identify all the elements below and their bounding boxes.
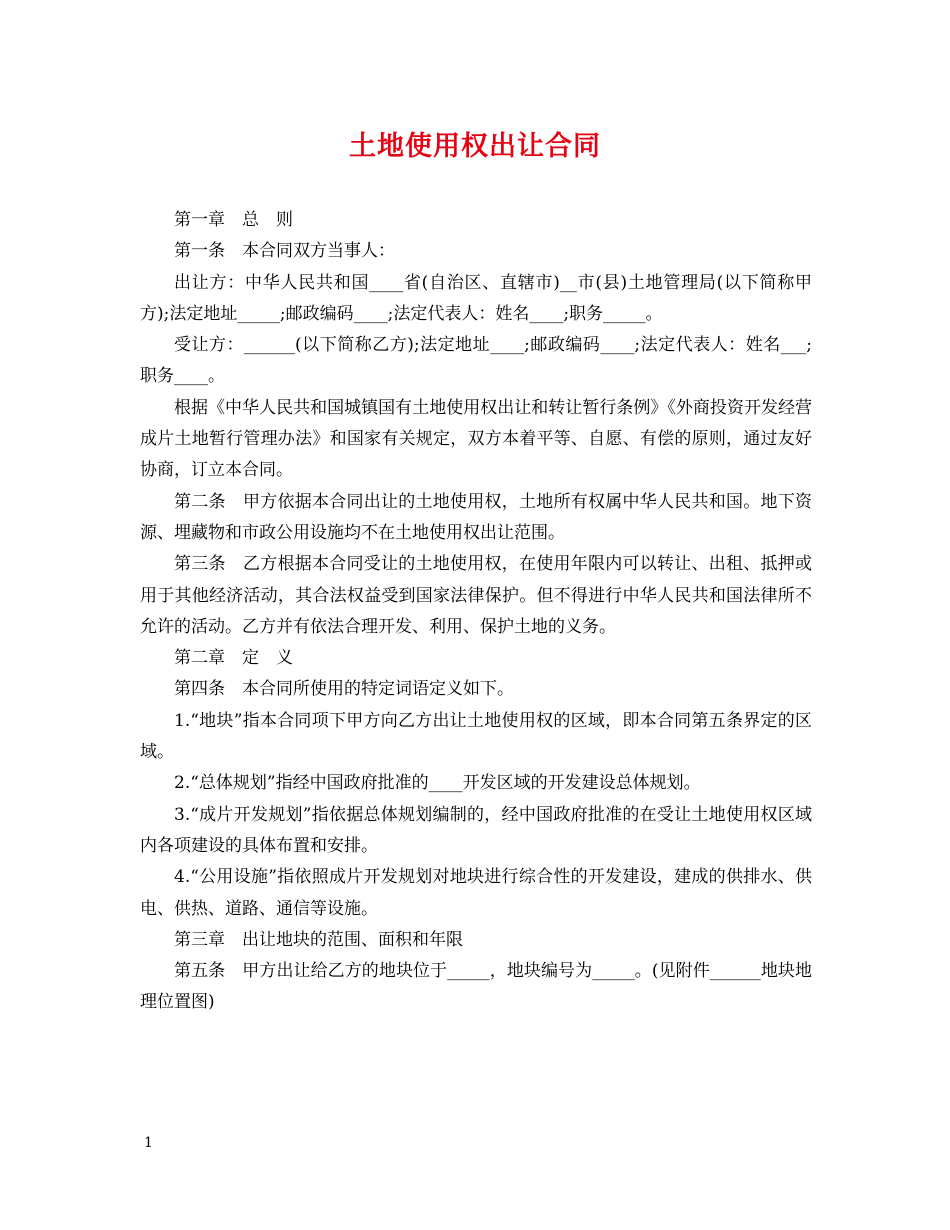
article-2: 第二条 甲方依据本合同出让的土地使用权，土地所有权属中华人民共和国。地下资源、埋藏物和市政公用设施均不在土地使用权出让范围。 [140,491,812,543]
chapter-1-heading: 第一章 总 则 [174,210,293,230]
chapter-3-heading: 第三章 出让地块的范围、面积和年限 [174,929,463,950]
article-4: 第四条 本合同所使用的特定词语定义如下。 [174,679,514,700]
document-body [140,205,812,1019]
legal-basis-paragraph: 根据《中华人民共和国城镇国有土地使用权出让和转让暂行条例》《外商投资开发经营成片土地暂行管理办法》和国家有关规定，双方本着平等、自愿、有偿的原则，通过友好协商，订立本合同。 [140,397,812,481]
chapter-2-heading: 第二章 定 义 [174,648,293,669]
document-title: 土地使用权出让合同 [349,131,601,162]
transferor-clause: 出让方：中华人民共和国____省(自治区、直辖市)__市(县)土地管理局(以下简称甲方);法定地址_____;邮政编码____;法定代表人：姓名____;职务_____。 [140,272,812,324]
article-3: 第三条 乙方根据本合同受让的土地使用权，在使用年限内可以转让、出租、抵押或用于其他经济活动，其合法权益受到国家法律保护。但不得进行中华人民共和国法律所不允许的活动。乙方并有依法合理开发、利用、保护土地的义务。 [140,554,812,637]
definition-1: 1.“地块”指本合同项下甲方向乙方出让土地使用权的区域，即本合同第五条界定的区域。 [140,710,812,763]
article-5: 第五条 甲方出让给乙方的地块位于_____，地块编号为_____。(见附件______地块地理位置图) [140,961,812,1013]
definition-4: 4.“公用设施”指依照成片开发规划对地块进行综合性的开发建设，建成的供排水、供电、供热、道路、通信等设施。 [140,867,812,919]
definition-3: 3.“成片开发规划”指依据总体规划编制的，经中国政府批准的在受让土地使用权区域内各项建设的具体布置和安排。 [140,804,812,856]
definition-2: 2.“总体规划”指经中国政府批准的____开发区域的开发建设总体规划。 [174,773,701,794]
transferee-clause: 受让方：______(以下简称乙方);法定地址____;邮政编码____;法定代表人：姓名___;职务____。 [140,335,812,387]
article-1-heading: 第一条 本合同双方当事人： [174,241,395,262]
page-number: 1 [144,1135,153,1151]
